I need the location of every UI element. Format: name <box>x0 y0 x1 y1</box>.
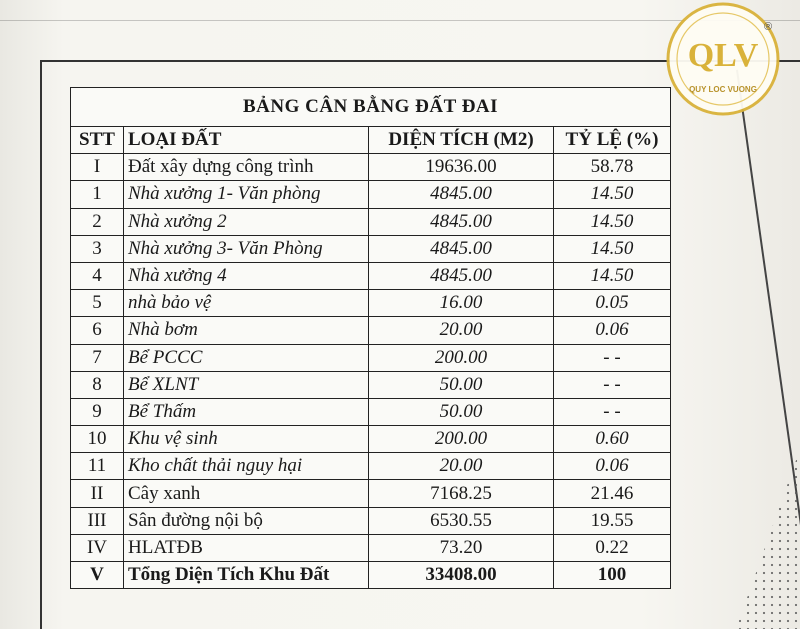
row-stt: 11 <box>71 453 124 480</box>
row-stt: 10 <box>71 426 124 453</box>
header-area: DIỆN TÍCH (M2) <box>369 127 554 154</box>
row-ratio: 100 <box>554 562 671 589</box>
logo-text: QLV <box>687 37 759 74</box>
row-stt: 1 <box>71 181 124 208</box>
row-area: 200.00 <box>369 344 554 371</box>
table-body <box>71 154 671 589</box>
row-stt: 4 <box>71 262 124 289</box>
row-ratio: 14.50 <box>554 262 671 289</box>
table-row <box>71 534 671 561</box>
table-row <box>71 562 671 589</box>
row-area: 4845.00 <box>369 208 554 235</box>
row-ratio: - - <box>554 371 671 398</box>
table-row <box>71 235 671 262</box>
row-stt: II <box>71 480 124 507</box>
row-area: 4845.00 <box>369 181 554 208</box>
row-land-type: Nhà xưởng 4 <box>124 262 369 289</box>
row-area: 6530.55 <box>369 507 554 534</box>
row-land-type: HLATĐB <box>124 534 369 561</box>
row-land-type: Bể Thấm <box>124 398 369 425</box>
row-land-type: Nhà xưởng 1- Văn phòng <box>124 181 369 208</box>
row-area: 4845.00 <box>369 235 554 262</box>
row-land-type: Đất xây dựng công trình <box>124 154 369 181</box>
table-row <box>71 262 671 289</box>
row-ratio: 0.06 <box>554 317 671 344</box>
row-ratio: 0.05 <box>554 290 671 317</box>
qlv-logo-watermark <box>664 0 782 118</box>
header-stt: STT <box>71 127 124 154</box>
row-stt: III <box>71 507 124 534</box>
row-land-type: Cây xanh <box>124 480 369 507</box>
row-ratio: - - <box>554 398 671 425</box>
row-stt: 5 <box>71 290 124 317</box>
frame-left-line <box>40 60 42 629</box>
row-ratio: 21.46 <box>554 480 671 507</box>
row-stt: 3 <box>71 235 124 262</box>
table-row <box>71 426 671 453</box>
row-land-type: Tổng Diện Tích Khu Đất <box>124 562 369 589</box>
row-ratio: 14.50 <box>554 208 671 235</box>
row-stt: 9 <box>71 398 124 425</box>
table-row <box>71 398 671 425</box>
table-row <box>71 154 671 181</box>
row-land-type: Kho chất thải nguy hại <box>124 453 369 480</box>
table-row <box>71 290 671 317</box>
row-area: 16.00 <box>369 290 554 317</box>
row-land-type: nhà bảo vệ <box>124 290 369 317</box>
row-ratio: 14.50 <box>554 235 671 262</box>
row-stt: IV <box>71 534 124 561</box>
row-land-type: Nhà bơm <box>124 317 369 344</box>
row-area: 4845.00 <box>369 262 554 289</box>
row-area: 50.00 <box>369 371 554 398</box>
header-land-type: LOẠI ĐẤT <box>124 127 369 154</box>
table-row <box>71 480 671 507</box>
row-area: 33408.00 <box>369 562 554 589</box>
row-ratio: 0.60 <box>554 426 671 453</box>
table-row <box>71 344 671 371</box>
row-area: 200.00 <box>369 426 554 453</box>
row-land-type: Bể XLNT <box>124 371 369 398</box>
row-ratio: 19.55 <box>554 507 671 534</box>
table-row <box>71 371 671 398</box>
land-balance-table <box>70 87 671 589</box>
row-land-type: Khu vệ sinh <box>124 426 369 453</box>
row-land-type: Nhà xưởng 2 <box>124 208 369 235</box>
row-stt: I <box>71 154 124 181</box>
table-row <box>71 453 671 480</box>
table-row <box>71 181 671 208</box>
row-area: 73.20 <box>369 534 554 561</box>
table-row <box>71 208 671 235</box>
header-ratio: TỶ LỆ (%) <box>554 127 671 154</box>
row-stt: 8 <box>71 371 124 398</box>
row-ratio: 0.06 <box>554 453 671 480</box>
row-land-type: Nhà xưởng 3- Văn Phòng <box>124 235 369 262</box>
row-ratio: 14.50 <box>554 181 671 208</box>
row-stt: V <box>71 562 124 589</box>
row-land-type: Sân đường nội bộ <box>124 507 369 534</box>
registered-mark: ® <box>764 21 773 33</box>
logo-caption: QUY LOC VUONG <box>689 85 757 94</box>
table-row <box>71 507 671 534</box>
table-row <box>71 317 671 344</box>
row-area: 20.00 <box>369 317 554 344</box>
row-land-type: Bể PCCC <box>124 344 369 371</box>
row-ratio: - - <box>554 344 671 371</box>
row-area: 7168.25 <box>369 480 554 507</box>
row-area: 19636.00 <box>369 154 554 181</box>
row-area: 20.00 <box>369 453 554 480</box>
table-title: BẢNG CÂN BẰNG ĐẤT ĐAI <box>71 88 671 127</box>
row-ratio: 0.22 <box>554 534 671 561</box>
row-stt: 7 <box>71 344 124 371</box>
row-ratio: 58.78 <box>554 154 671 181</box>
row-stt: 6 <box>71 317 124 344</box>
row-area: 50.00 <box>369 398 554 425</box>
row-stt: 2 <box>71 208 124 235</box>
